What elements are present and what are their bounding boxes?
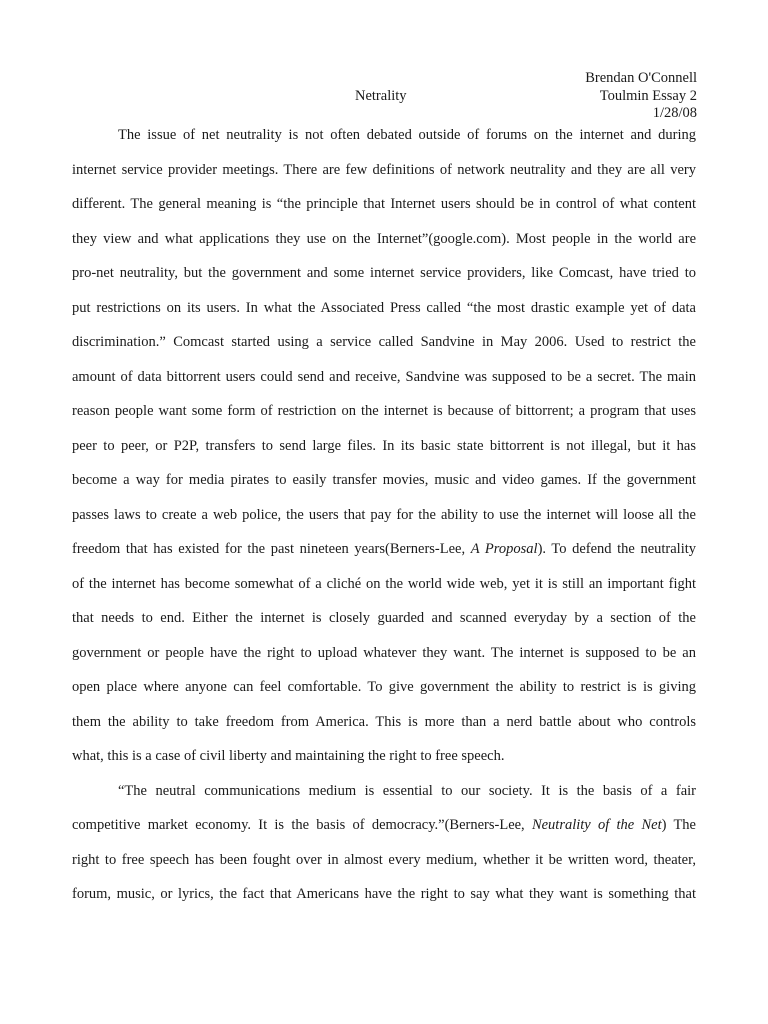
line-text: forum, music, or lyrics, the fact that Americans have the right to say what they want is something that: [72, 886, 696, 902]
italic-citation: Neutrality of the Net: [531, 817, 662, 833]
line-text: internet service provider meetings. There are few definitions of network neutrality and they are all very: [72, 161, 696, 178]
essay-line: [72, 360, 696, 395]
essay-line: [72, 256, 696, 291]
essay-line: [72, 498, 696, 533]
essay-line: [72, 532, 696, 567]
essay-line: [72, 601, 696, 636]
line-text: amount of data bittorrent users could send and receive, Sandvine was supposed to be a secret. The main: [72, 368, 696, 385]
essay-body: [72, 118, 696, 912]
line-text: they view and what applications they use on the Internet”(google.com). Most people in the world are: [72, 230, 696, 247]
line-text: different. The general meaning is “the principle that Internet users should be in control of what content: [72, 196, 696, 212]
essay-line: [72, 463, 696, 498]
essay-line: [72, 394, 696, 429]
line-text: peer to peer, or P2P, transfers to send large files. In its basic state bittorrent is not illegal, but it has: [72, 437, 696, 454]
line-text: that needs to end. Either the internet is closely guarded and scanned everyday by a section of the: [72, 610, 696, 626]
italic-citation: A Proposal: [470, 541, 538, 557]
essay-line: [72, 118, 696, 153]
header-block: [585, 70, 697, 123]
essay-line: [72, 808, 696, 843]
essay-line: [72, 877, 696, 912]
author-name: Brendan O'Connell: [585, 70, 697, 86]
essay-line: [72, 325, 696, 360]
line-text: “The neutral communications medium is essential to our society. It is the basis of a fair: [118, 782, 696, 799]
essay-line: [72, 705, 696, 740]
line-text: pro-net neutrality, but the government and some internet service providers, like Comcast, have tried to: [72, 265, 696, 281]
line-text: put restrictions on its users. In what the Associated Press called “the most drastic example yet of data: [72, 299, 696, 316]
essay-line: [72, 187, 696, 222]
line-text: government or people have the right to upload whatever they want. The internet is supposed to be an: [72, 644, 696, 661]
course-name: Toulmin Essay 2: [599, 87, 697, 104]
essay-line: [72, 429, 696, 464]
line-text: The issue of net neutrality is not often debated outside of forums on the internet and during: [118, 127, 696, 143]
line-text: right to free speech has been fought over in almost every medium, whether it be written word, theater,: [72, 851, 696, 868]
line-text: what, this is a case of civil liberty and maintaining the right to free speech.: [72, 748, 505, 764]
essay-line: [72, 843, 696, 878]
line-text: them the ability to take freedom from America. This is more than a nerd battle about who controls: [72, 713, 696, 730]
essay-line: [72, 222, 696, 257]
line-text: open place where anyone can feel comfortable. To give government the ability to restrict is is giving: [72, 679, 696, 695]
essay-line: [72, 291, 696, 326]
line-text: competitive market economy. It is the basis of democracy.”(Berners-Lee,: [72, 817, 532, 833]
essay-line: [72, 567, 696, 602]
essay-line: [72, 670, 696, 705]
line-text: ). To defend the neutrality: [537, 541, 696, 557]
line-text: of the internet has become somewhat of a cliché on the world wide web, yet it is still an important fight: [72, 575, 696, 592]
line-text: discrimination.” Comcast started using a service called Sandvine in May 2006. Used to restrict the: [72, 334, 696, 350]
essay-date: 1/28/08: [652, 105, 697, 121]
essay-line: [72, 636, 696, 671]
line-text: reason people want some form of restriction on the internet is because of bittorrent; a program that uses: [72, 403, 696, 419]
line-text: passes laws to create a web police, the users that pay for the ability to use the internet will loose all the: [72, 506, 696, 523]
line-text: freedom that has existed for the past nineteen years(Berners-Lee,: [72, 541, 471, 557]
line-text: ) The: [661, 817, 696, 833]
essay-line: [72, 774, 696, 809]
essay-line: [72, 153, 696, 188]
essay-title: Netrality: [355, 88, 407, 104]
essay-line: [72, 739, 696, 774]
line-text: become a way for media pirates to easily transfer movies, music and video games. If the government: [72, 472, 696, 488]
